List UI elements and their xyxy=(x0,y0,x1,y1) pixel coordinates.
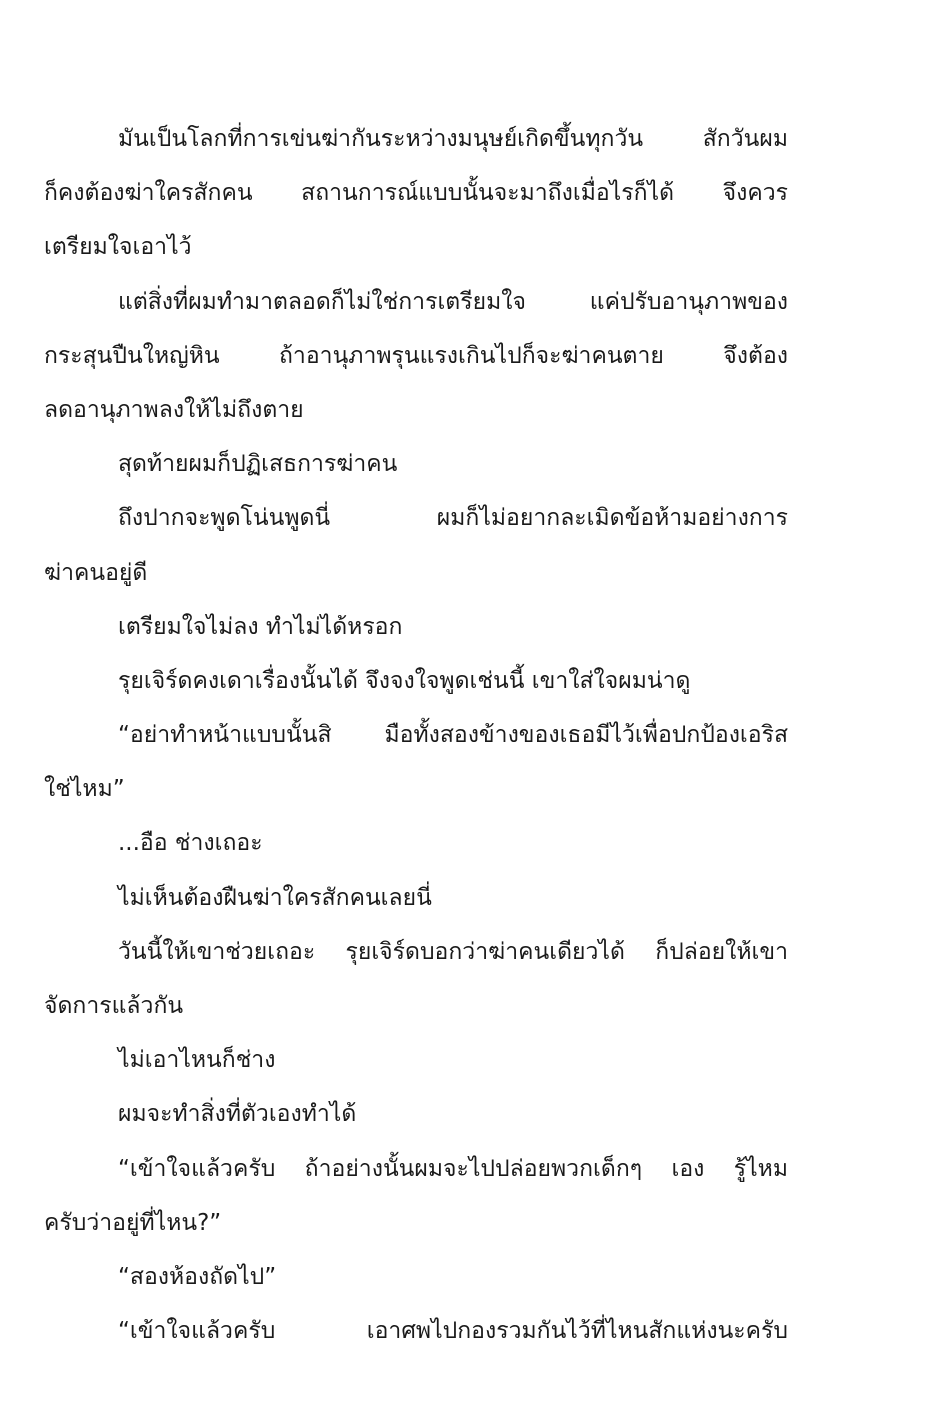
text-line: ไม่เอาไหนก็ช่าง xyxy=(118,1047,276,1074)
text-line: “อย่าทำหน้าแบบนั้นสิ มือทั้งสองข้างของเธอมีไว้เพื่อปกป้องเอริส xyxy=(118,722,788,749)
text-line: ลดอานุภาพลงให้ไม่ถึงตาย xyxy=(44,396,304,423)
text-line: มันเป็นโลกที่การเข่นฆ่ากันระหว่างมนุษย์เกิดขึ้นทุกวัน สักวันผม xyxy=(118,126,788,152)
text-line: ใช่ไหม” xyxy=(44,776,125,803)
text-line: กระสุนปืนใหญ่หิน ถ้าอานุภาพรุนแรงเกินไปก็จะฆ่าคนตาย จึงต้อง xyxy=(44,342,788,369)
text-line: ก็คงต้องฆ่าใครสักคน สถานการณ์แบบนั้นจะมาถึงเมื่อไรก็ได้ จึงควร xyxy=(44,180,788,207)
text-line: ผมจะทำสิ่งที่ตัวเองทำได้ xyxy=(118,1101,357,1128)
text-line: เตรียมใจไม่ลง ทำไม่ได้หรอก xyxy=(118,613,403,640)
text-line: วันนี้ให้เขาช่วยเถอะ รุยเจิร์ดบอกว่าฆ่าคนเดียวได้ ก็ปล่อยให้เขา xyxy=(118,938,788,965)
text-line: ...อือ ช่างเถอะ xyxy=(118,830,263,857)
text-line: ถึงปากจะพูดโน่นพูดนี่ ผมก็ไม่อยากละเมิดข้อห้ามอย่างการ xyxy=(118,505,788,532)
text-line: แต่สิ่งที่ผมทำมาตลอดก็ไม่ใช่การเตรียมใจ แค่ปรับอานุภาพของ xyxy=(118,288,788,315)
text-line: “สองห้องถัดไป” xyxy=(118,1263,277,1290)
text-line: จัดการแล้วกัน xyxy=(44,993,184,1019)
text-line: สุดท้ายผมก็ปฏิเสธการฆ่าคน xyxy=(118,451,398,478)
text-line: “เข้าใจแล้วครับ เอาศพไปกองรวมกันไว้ที่ไหนสักแห่งนะครับ xyxy=(118,1318,788,1345)
text-line: เตรียมใจเอาไว้ xyxy=(44,234,192,261)
text-line: ฆ่าคนอยู่ดี xyxy=(44,559,148,586)
body-text xyxy=(44,112,788,1358)
text-line: “เข้าใจแล้วครับ ถ้าอย่างนั้นผมจะไปปล่อยพวกเด็กๆ เอง รู้ไหม xyxy=(118,1155,788,1182)
text-line: ไม่เห็นต้องฝืนฆ่าใครสักคนเลยนี่ xyxy=(118,884,432,911)
text-line: รุยเจิร์ดคงเดาเรื่องนั้นได้ จึงจงใจพูดเช่นนี้ เขาใส่ใจผมน่าดู xyxy=(118,667,691,694)
text-line: ครับว่าอยู่ที่ไหน?” xyxy=(44,1209,222,1236)
